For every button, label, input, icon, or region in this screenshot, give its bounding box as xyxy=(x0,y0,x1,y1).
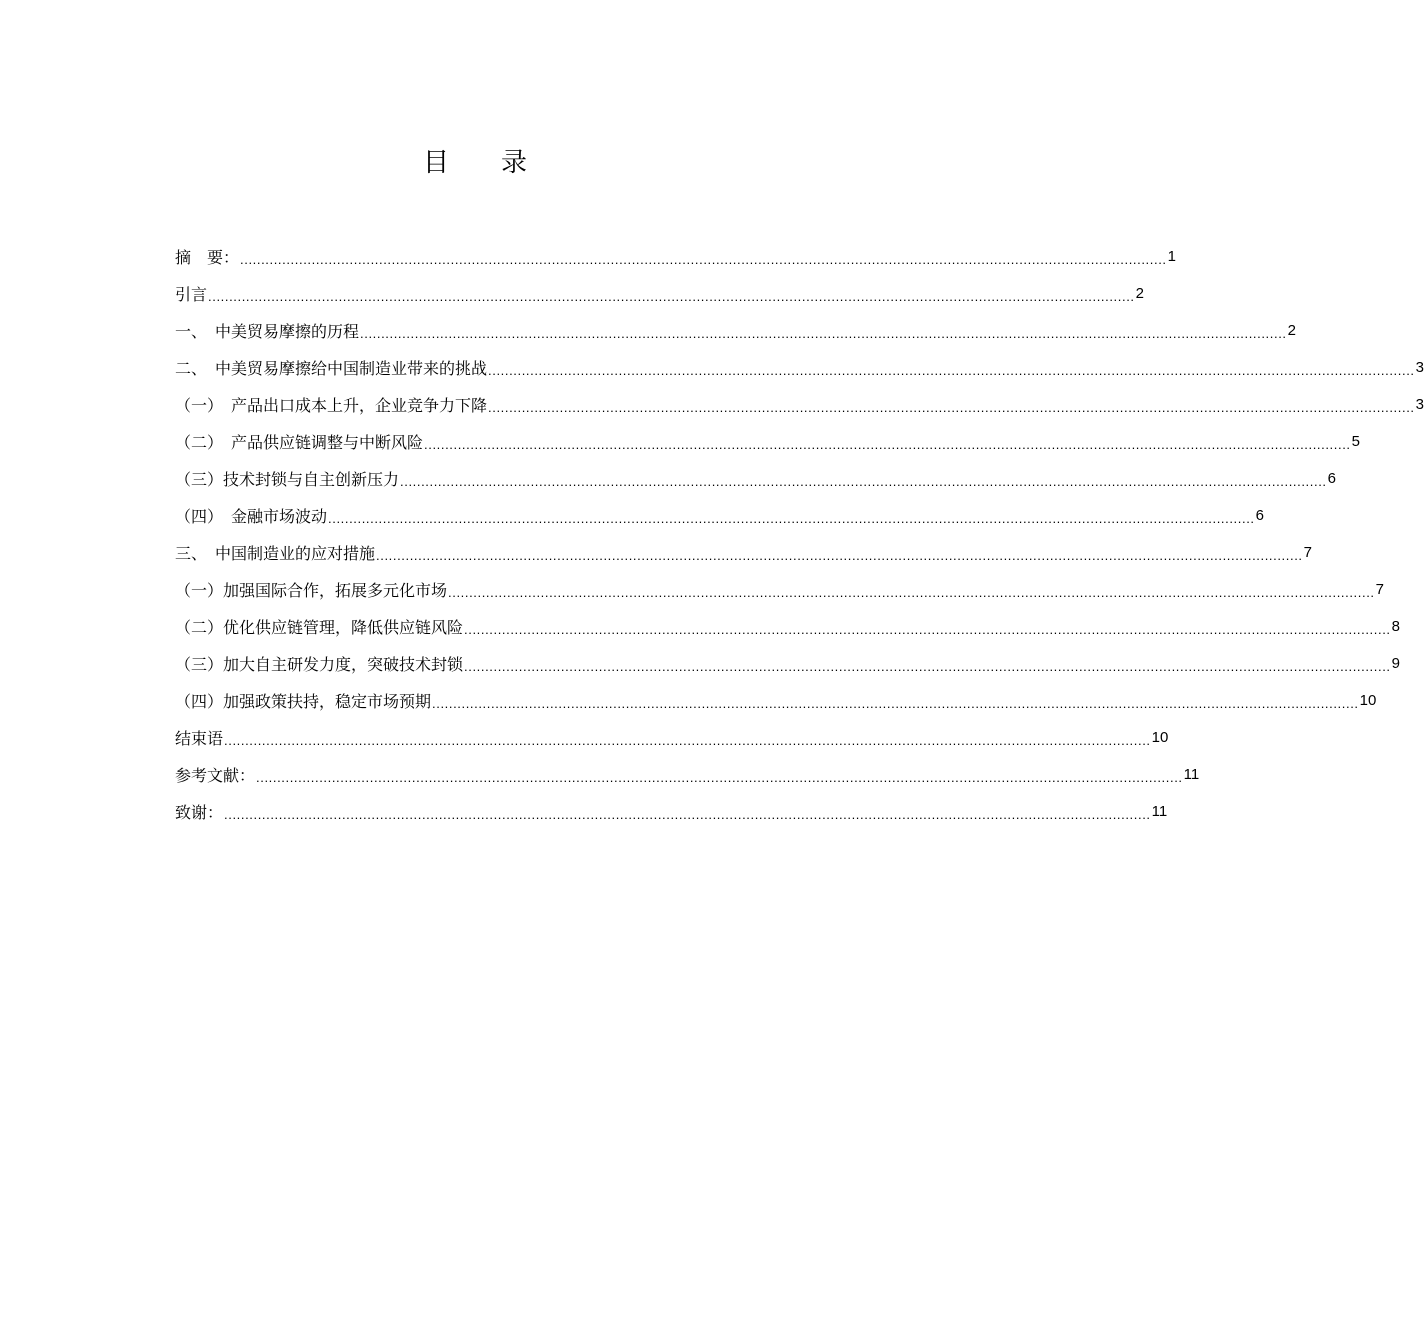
dot-leader: ............................................................................................................................................................................................................................ xyxy=(488,363,1415,378)
toc-entry-label: （一） 产品出口成本上升，企业竞争力下降 xyxy=(175,396,488,415)
toc-entry-section-2-4[interactable] xyxy=(175,493,1264,530)
toc-entry-chapter-3[interactable] xyxy=(175,530,1312,567)
dot-leader: ............................................................................................................................................................................................................................ xyxy=(224,807,1151,822)
toc-entry-conclusion[interactable] xyxy=(175,715,1169,752)
toc-page-number: 7 xyxy=(1375,581,1384,598)
toc-entry-label: 参考文献： xyxy=(175,766,256,785)
dot-leader: ............................................................................................................................................................................................................................ xyxy=(240,252,1167,267)
dot-leader: ............................................................................................................................................................................................................................ xyxy=(424,437,1351,452)
toc-page-number: 3 xyxy=(1415,359,1424,376)
toc-entry-label: （四）加强政策扶持，稳定市场预期 xyxy=(175,692,432,711)
toc-entry-section-2-1[interactable] xyxy=(175,382,1424,419)
toc-entry-label: 致谢： xyxy=(175,803,224,822)
toc-entry-introduction[interactable] xyxy=(175,271,1144,308)
toc-page-number: 6 xyxy=(1255,507,1264,524)
toc-entry-label: 结束语 xyxy=(175,729,224,748)
dot-leader: ............................................................................................................................................................................................................................ xyxy=(488,400,1415,415)
dot-leader: ............................................................................................................................................................................................................................ xyxy=(208,289,1135,304)
dot-leader: ............................................................................................................................................................................................................................ xyxy=(400,474,1327,489)
toc-page-number: 7 xyxy=(1303,544,1312,561)
toc-entry-section-3-4[interactable] xyxy=(175,678,1377,715)
toc-entry-section-3-2[interactable] xyxy=(175,604,1400,641)
dot-leader: ............................................................................................................................................................................................................................ xyxy=(448,585,1375,600)
toc-entry-section-2-2[interactable] xyxy=(175,419,1360,456)
dot-leader: ............................................................................................................................................................................................................................ xyxy=(464,622,1391,637)
table-of-contents xyxy=(175,234,1424,826)
toc-entry-abstract[interactable] xyxy=(175,234,1176,271)
page-title xyxy=(0,146,950,180)
toc-page-number: 8 xyxy=(1391,618,1400,635)
toc-entry-acknowledgements[interactable] xyxy=(175,789,1168,826)
toc-page-number: 2 xyxy=(1287,322,1296,339)
dot-leader: ............................................................................................................................................................................................................................ xyxy=(360,326,1287,341)
toc-entry-label: 一、 中美贸易摩擦的历程 xyxy=(175,322,360,341)
toc-page-number: 10 xyxy=(1359,692,1377,709)
toc-entry-label: 摘 要： xyxy=(175,248,240,267)
toc-entry-section-3-1[interactable] xyxy=(175,567,1384,604)
toc-entry-chapter-1[interactable] xyxy=(175,308,1296,345)
title-char-1: 目 xyxy=(422,148,449,178)
toc-entry-section-2-3[interactable] xyxy=(175,456,1336,493)
toc-entry-section-3-3[interactable] xyxy=(175,641,1400,678)
dot-leader: ............................................................................................................................................................................................................................ xyxy=(464,659,1391,674)
toc-entry-label: （二） 产品供应链调整与中断风险 xyxy=(175,433,424,452)
toc-entry-label: （三）技术封锁与自主创新压力 xyxy=(175,470,400,489)
toc-page-number: 11 xyxy=(1151,803,1168,820)
toc-entry-label: 二、 中美贸易摩擦给中国制造业带来的挑战 xyxy=(175,359,488,378)
dot-leader: ............................................................................................................................................................................................................................ xyxy=(328,511,1255,526)
dot-leader: ............................................................................................................................................................................................................................ xyxy=(376,548,1303,563)
toc-page-number: 9 xyxy=(1391,655,1400,672)
dot-leader: ............................................................................................................................................................................................................................ xyxy=(432,696,1359,711)
toc-entry-label: （一）加强国际合作，拓展多元化市场 xyxy=(175,581,448,600)
toc-page-number: 1 xyxy=(1167,248,1176,265)
title-char-2: 录 xyxy=(501,148,528,178)
toc-entry-label: （二）优化供应链管理，降低供应链风险 xyxy=(175,618,464,637)
toc-page-number: 6 xyxy=(1327,470,1336,487)
toc-page-number: 3 xyxy=(1415,396,1424,413)
toc-entry-chapter-2[interactable] xyxy=(175,345,1424,382)
toc-entry-label: （四） 金融市场波动 xyxy=(175,507,328,526)
toc-entry-label: （三）加大自主研发力度，突破技术封锁 xyxy=(175,655,464,674)
toc-page-number: 11 xyxy=(1183,766,1200,783)
dot-leader: ............................................................................................................................................................................................................................ xyxy=(256,770,1183,785)
toc-entry-label: 三、 中国制造业的应对措施 xyxy=(175,544,376,563)
toc-entry-references[interactable] xyxy=(175,752,1200,789)
toc-page-number: 10 xyxy=(1151,729,1169,746)
toc-entry-label: 引言 xyxy=(175,285,208,304)
toc-page-number: 5 xyxy=(1351,433,1360,450)
toc-page-number: 2 xyxy=(1135,285,1144,302)
dot-leader: ............................................................................................................................................................................................................................ xyxy=(224,733,1151,748)
